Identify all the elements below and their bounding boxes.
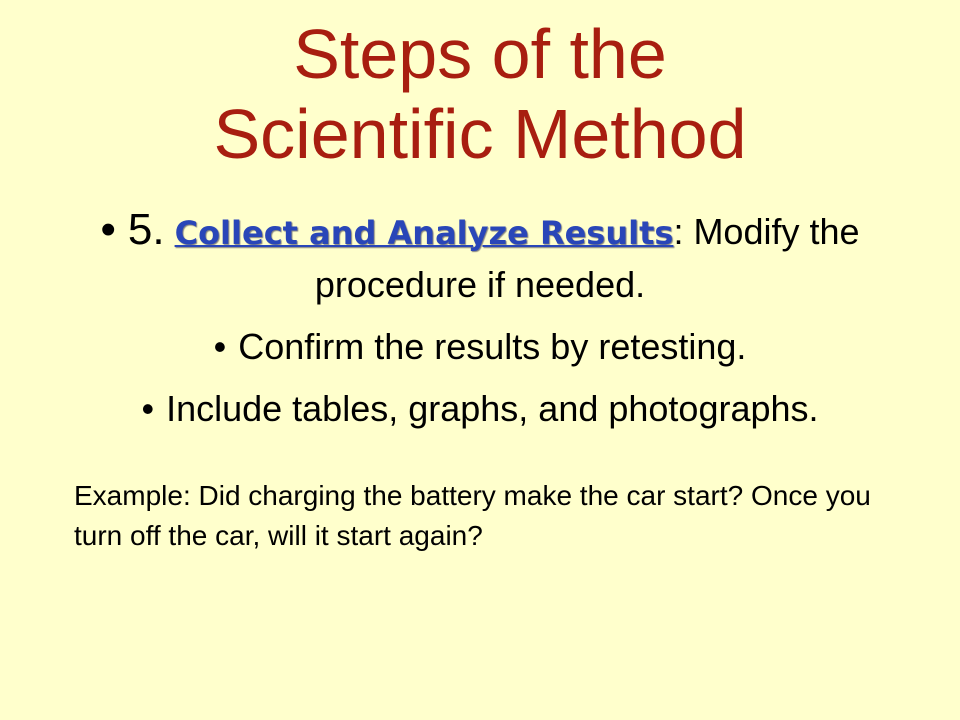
bullet-marker: • — [141, 388, 155, 429]
bullet-list — [60, 204, 900, 431]
example-text: Example: Did charging the battery make the car start? Once you turn off the car, will it start again? — [74, 480, 871, 551]
title-line-1: Steps of the — [293, 15, 667, 93]
bullet-marker: • — [213, 326, 227, 367]
step-number: 5. — [127, 205, 165, 254]
title-line-2: Scientific Method — [213, 95, 747, 173]
collect-analyze-results-link[interactable]: Collect and Analyze Results — [174, 214, 674, 252]
bullet-text-confirm: Confirm the results by retesting. — [238, 326, 747, 367]
bullet-item-collect — [60, 204, 900, 311]
bullet-marker: • — [100, 205, 116, 254]
bullet-text-include: Include tables, graphs, and photographs. — [166, 388, 819, 429]
bullet-item-confirm — [60, 325, 900, 369]
bullet-item-include — [60, 387, 900, 431]
slide-title — [0, 14, 960, 174]
bullet-text-modify: : Modify the procedure if needed. — [314, 211, 860, 305]
